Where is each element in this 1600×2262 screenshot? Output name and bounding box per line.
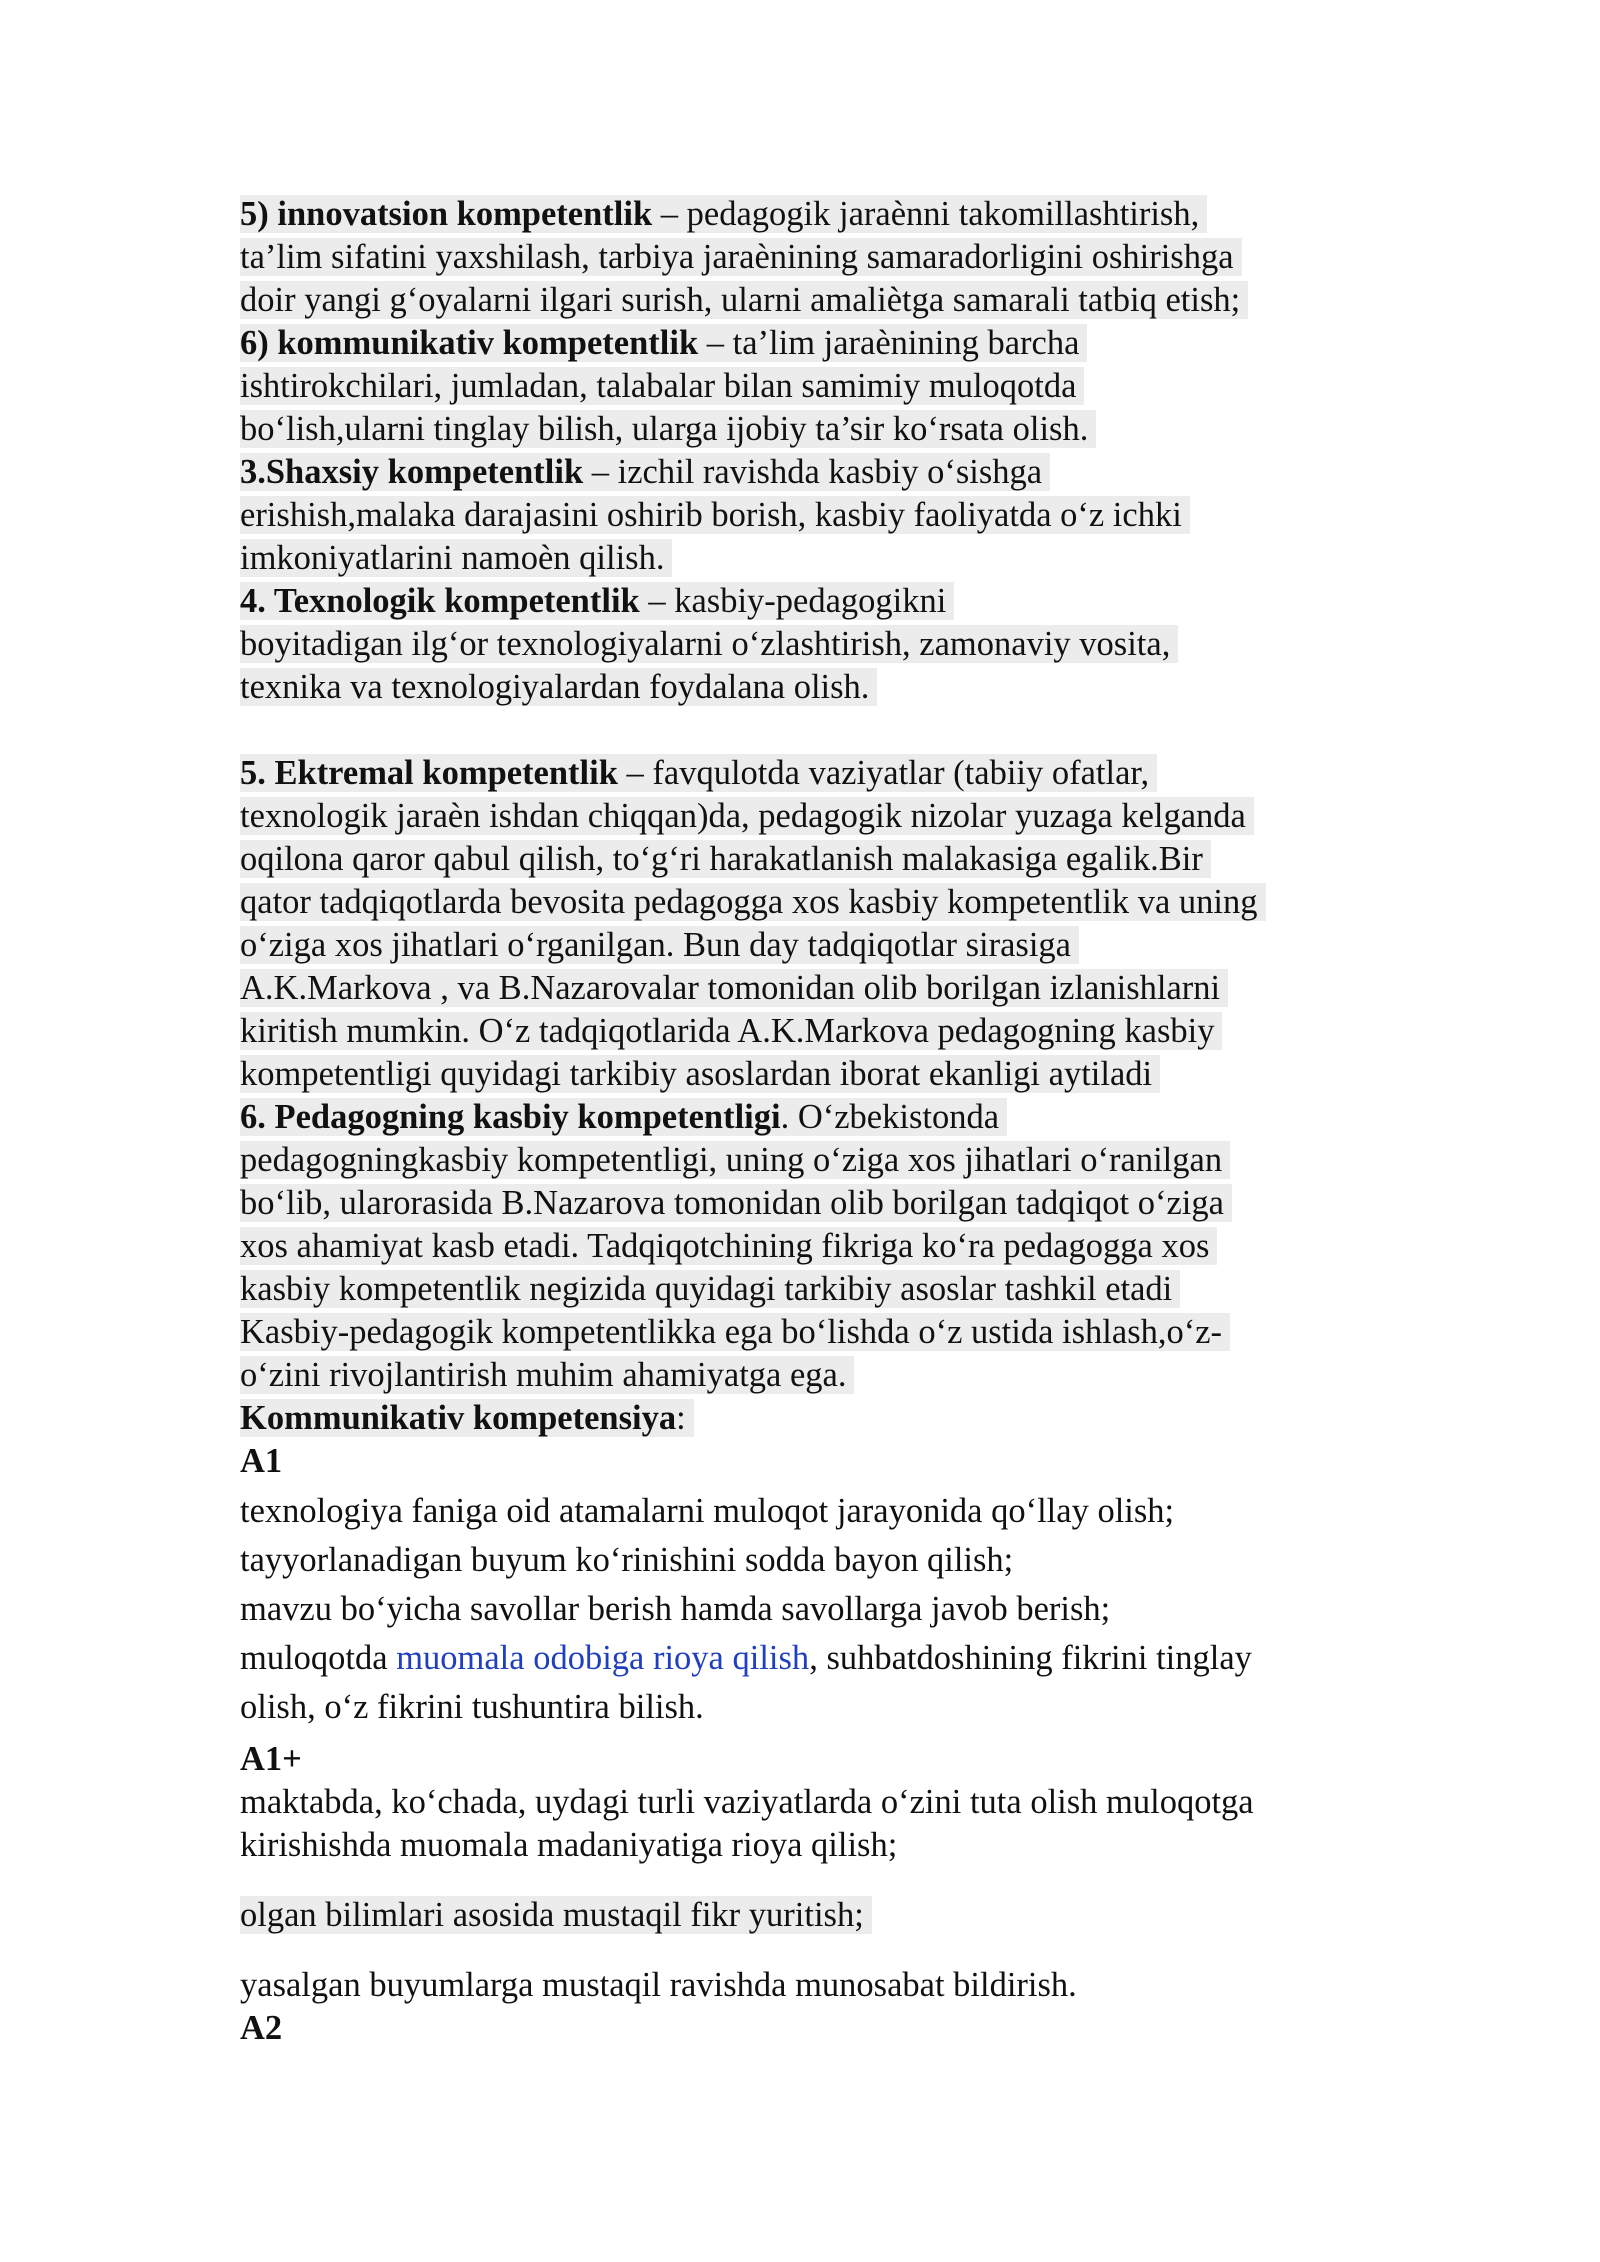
text-line	[240, 1096, 1360, 1139]
text-line	[240, 666, 1360, 709]
paragraph-text: o‘ziga xos jihatlari o‘rganilgan. Bun day tadqiqotlar sirasiga	[240, 926, 1071, 964]
a2-heading: A2	[240, 2009, 283, 2047]
highlighted-text	[240, 1012, 1222, 1050]
a1-item: tayyorlanadigan buyum ko‘rinishini sodda bayon qilish;	[240, 1541, 1014, 1579]
competency-title: 5) innovatsion kompetentlik	[240, 195, 653, 233]
highlighted-text	[240, 926, 1079, 964]
highlighted-text	[240, 840, 1211, 878]
highlighted-text	[240, 496, 1190, 534]
competency-title: Kommunikativ kompetensiya	[240, 1399, 677, 1437]
text-line	[240, 236, 1360, 279]
highlighted-text	[240, 668, 877, 706]
text-line	[240, 924, 1360, 967]
highlighted-text	[240, 1313, 1230, 1351]
text-line	[240, 623, 1360, 666]
etiquette-link[interactable]: muomala odobiga rioya qilish	[396, 1639, 810, 1677]
text-line	[240, 881, 1360, 924]
highlighted-text	[240, 797, 1254, 835]
text-line	[240, 494, 1360, 537]
text-line	[240, 1182, 1360, 1225]
a1plus-item: olgan bilimlari asosida mustaqil fikr yuritish;	[240, 1894, 1360, 1937]
text-line	[240, 279, 1360, 322]
competency-title: 6) kommunikativ kompetentlik	[240, 324, 699, 362]
text-line	[240, 1225, 1360, 1268]
text-line	[240, 1311, 1360, 1354]
a1-item: mavzu bo‘yicha savollar berish hamda savollarga javob berish;	[240, 1590, 1111, 1628]
a1plus-item: yasalgan buyumlarga mustaqil ravishda munosabat bildirish.	[240, 1966, 1077, 2004]
paragraph-text: texnika va texnologiyalardan foydalana olish.	[240, 668, 870, 706]
blank-line	[240, 709, 1360, 752]
paragraph-text: – kasbiy-pedagogikni	[639, 582, 947, 620]
a1-item-continuation: olish, o‘z fikrini tushuntira bilish.	[240, 1688, 704, 1726]
competency-list-part-2	[240, 752, 1360, 1440]
a1plus-heading: A1+	[240, 1740, 302, 1778]
paragraph-text: imkoniyatlarini namoèn qilish.	[240, 539, 665, 577]
text-line	[240, 537, 1360, 580]
paragraph-text: erishish,malaka darajasini oshirib borish, kasbiy faoliyatda o‘z ichki	[240, 496, 1182, 534]
paragraph-text: :	[676, 1399, 686, 1437]
paragraph-text: . O‘zbekistonda	[780, 1098, 1000, 1136]
text-line	[240, 408, 1360, 451]
highlighted-text	[240, 1184, 1232, 1222]
text-line	[240, 1268, 1360, 1311]
paragraph-text: texnologik jaraèn ishdan chiqqan)da, pedagogik nizolar yuzaga kelganda	[240, 797, 1246, 835]
paragraph-text: – favqulotda vaziyatlar (tabiiy ofatlar,	[617, 754, 1150, 792]
highlighted-text	[240, 969, 1228, 1007]
text-line	[240, 193, 1360, 236]
paragraph-text: kasbiy kompetentlik negizida quyidagi tarkibiy asoslar tashkil etadi	[240, 1270, 1173, 1308]
highlighted-text	[240, 883, 1266, 921]
a1plus-item: maktabda, ko‘chada, uydagi turli vaziyatlarda o‘zini tuta olish muloqotga	[240, 1783, 1254, 1821]
text-line	[240, 322, 1360, 365]
highlighted-text	[240, 539, 672, 577]
paragraph-text: boyitadigan ilg‘or texnologiyalarni o‘zlashtirish, zamonaviy vosita,	[240, 625, 1171, 663]
paragraph-text: bo‘lish,ularni tinglay bilish, ularga ijobiy ta’sir ko‘rsata olish.	[240, 410, 1089, 448]
text-line	[240, 1397, 1360, 1440]
a1plus-item-continuation: kirishishda muomala madaniyatiga rioya qilish;	[240, 1826, 898, 1864]
highlighted-text	[240, 324, 1087, 362]
highlighted-text	[240, 582, 954, 620]
paragraph-text: – pedagogik jaraènni takomillashtirish,	[652, 195, 1200, 233]
paragraph-text: qator tadqiqotlarda bevosita pedagogga xos kasbiy kompetentlik va uning	[240, 883, 1258, 921]
paragraph-text: ta’lim sifatini yaxshilash, tarbiya jaraènining samaradorligini oshirishga	[240, 238, 1234, 276]
paragraph-text: Kasbiy-pedagogik kompetentlikka ega bo‘lishda o‘z ustida ishlash,o‘z-	[240, 1313, 1223, 1351]
competency-title: 4. Texnologik kompetentlik	[240, 582, 640, 620]
paragraph-text: doir yangi g‘oyalarni ilgari surish, ularni amaliètga samarali tatbiq etish;	[240, 281, 1241, 319]
a1-item-list	[240, 1487, 1360, 1732]
text-line	[240, 365, 1360, 408]
paragraph-text: kompetentligi quyidagi tarkibiy asoslardan iborat ekanligi aytiladi	[240, 1055, 1153, 1093]
text-column	[240, 193, 1360, 2050]
text-line	[240, 795, 1360, 838]
highlighted-text	[240, 754, 1157, 792]
paragraph-text: oqilona qaror qabul qilish, to‘g‘ri harakatlanish malakasiga egalik.Bir	[240, 840, 1203, 878]
a1-heading: A1	[240, 1442, 283, 1480]
competency-title: 3.Shaxsiy kompetentlik	[240, 453, 584, 491]
highlighted-text	[240, 1098, 1007, 1136]
text-line	[240, 580, 1360, 623]
highlighted-text	[240, 625, 1178, 663]
paragraph-text: – ta’lim jaraènining barcha	[698, 324, 1080, 362]
competency-title: 6. Pedagogning kasbiy kompetentligi	[240, 1098, 781, 1136]
highlighted-text	[240, 1399, 694, 1437]
a1-item: muloqotda muomala odobiga rioya qilish, suhbatdoshining fikrini tinglay	[240, 1639, 1252, 1677]
text-line	[240, 1354, 1360, 1397]
highlighted-text	[240, 195, 1207, 233]
highlighted-text	[240, 367, 1084, 405]
highlighted-text	[240, 238, 1242, 276]
text-line	[240, 838, 1360, 881]
paragraph-text: bo‘lib, ularorasida B.Nazarova tomonidan olib borilgan tadqiqot o‘ziga	[240, 1184, 1224, 1222]
highlighted-text	[240, 1055, 1160, 1093]
paragraph-text: ishtirokchilari, jumladan, talabalar bilan samimiy muloqotda	[240, 367, 1077, 405]
paragraph-text: xos ahamiyat kasb etadi. Tadqiqotchining fikriga ko‘ra pedagogga xos	[240, 1227, 1210, 1265]
text-line	[240, 752, 1360, 795]
text-line	[240, 451, 1360, 494]
competency-title: 5. Ektremal kompetentlik	[240, 754, 618, 792]
text-line	[240, 1139, 1360, 1182]
paragraph-text: pedagogningkasbiy kompetentligi, uning o‘ziga xos jihatlari o‘ranilgan	[240, 1141, 1223, 1179]
highlighted-text	[240, 1270, 1180, 1308]
a1-item: texnologiya faniga oid atamalarni muloqot jarayonida qo‘llay olish;	[240, 1492, 1175, 1530]
highlighted-text	[240, 1356, 854, 1394]
highlighted-text	[240, 1141, 1230, 1179]
paragraph-text: o‘zini rivojlantirish muhim ahamiyatga ega.	[240, 1356, 847, 1394]
highlighted-text	[240, 410, 1096, 448]
highlighted-text	[240, 1227, 1217, 1265]
text-line	[240, 1010, 1360, 1053]
text-line	[240, 1053, 1360, 1096]
competency-list-part-1	[240, 193, 1360, 709]
text-line	[240, 967, 1360, 1010]
paragraph-text: A.K.Markova , va B.Nazarovalar tomonidan olib borilgan izlanishlarni	[240, 969, 1221, 1007]
paragraph-text: – izchil ravishda kasbiy o‘sishga	[583, 453, 1043, 491]
highlighted-text	[240, 281, 1248, 319]
highlighted-text	[240, 453, 1050, 491]
paragraph-text: kiritish mumkin. O‘z tadqiqotlarida A.K.Markova pedagogning kasbiy	[240, 1012, 1215, 1050]
